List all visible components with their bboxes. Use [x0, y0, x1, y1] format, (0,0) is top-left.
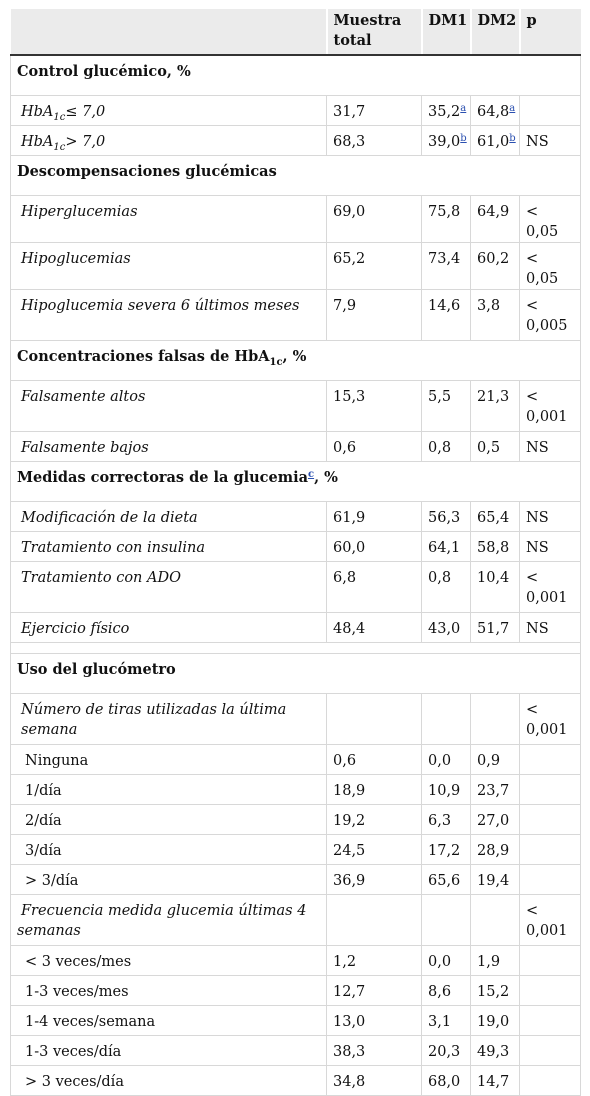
- results-table: [10, 9, 581, 1096]
- table-row: [11, 895, 581, 946]
- table-row: [11, 96, 581, 126]
- section-title: Control glucémico, %: [11, 55, 581, 96]
- footnote-link[interactable]: c: [307, 469, 315, 480]
- cell-total: 69,0: [327, 196, 422, 243]
- row-label: Tratamiento con ADO: [11, 562, 327, 613]
- cell-p: NS: [520, 502, 581, 532]
- cell-dm2: 64,9: [471, 196, 520, 243]
- table-row: [11, 745, 581, 775]
- cell-p: < 0,001: [520, 381, 581, 432]
- row-label: Tratamiento con insulina: [11, 532, 327, 562]
- cell-dm1: 56,3: [422, 502, 471, 532]
- cell-dm1: 75,8: [422, 196, 471, 243]
- cell-dm1: 0,0: [422, 946, 471, 976]
- cell-dm2: 1,9: [471, 946, 520, 976]
- cell-p: NS: [520, 532, 581, 562]
- row-label: Hipoglucemia severa 6 últimos meses: [11, 290, 327, 341]
- row-label: Ninguna: [11, 745, 327, 775]
- cell-dm1: 39,0$^b$: [422, 126, 471, 156]
- cell-total: 0,6: [327, 432, 422, 462]
- row-label: Número de tiras utilizadas la última semana: [11, 694, 327, 745]
- cell-total: 12,7: [327, 976, 422, 1006]
- row-label: Hiperglucemias: [11, 196, 327, 243]
- cell-p: [520, 1066, 581, 1096]
- section-title: Descompensaciones glucémicas: [11, 156, 581, 196]
- row-label: 2/día: [11, 805, 327, 835]
- cell-p: [520, 745, 581, 775]
- row-label: 3/día: [11, 835, 327, 865]
- table-row: [11, 865, 581, 895]
- cell-p: < 0,05: [520, 243, 581, 290]
- section-row: [11, 55, 581, 96]
- cell-dm2: 15,2: [471, 976, 520, 1006]
- table-row: [11, 1066, 581, 1096]
- cell-dm1: 20,3: [422, 1036, 471, 1066]
- table-row: [11, 1006, 581, 1036]
- cell-dm2: 28,9: [471, 835, 520, 865]
- cell-dm2: 10,4: [471, 562, 520, 613]
- row-label: Ejercicio físico: [11, 613, 327, 643]
- cell-total: 38,3: [327, 1036, 422, 1066]
- table-row: [11, 946, 581, 976]
- row-label: Modificación de la dieta: [11, 502, 327, 532]
- section-title: Concentraciones falsas de HbA$_{1c}$, %: [11, 341, 581, 381]
- cell-dm2: 60,2: [471, 243, 520, 290]
- cell-dm2: 19,0: [471, 1006, 520, 1036]
- header-muestra-total: Muestra total: [327, 9, 422, 55]
- table-row: [11, 976, 581, 1006]
- cell-dm2: 49,3: [471, 1036, 520, 1066]
- table-row: [11, 694, 581, 745]
- cell-dm2: [471, 895, 520, 946]
- cell-total: 13,0: [327, 1006, 422, 1036]
- cell-p: [520, 865, 581, 895]
- table-row: [11, 381, 581, 432]
- cell-dm2: 64,8$^a$: [471, 96, 520, 126]
- cell-dm2: 14,7: [471, 1066, 520, 1096]
- table-row: [11, 1036, 581, 1066]
- cell-dm1: 73,4: [422, 243, 471, 290]
- cell-total: 36,9: [327, 865, 422, 895]
- footnote-link[interactable]: b: [509, 133, 516, 144]
- cell-dm1: 68,0: [422, 1066, 471, 1096]
- row-label: HbA$_{1c}$> 7,0: [11, 126, 327, 156]
- table-row: [11, 805, 581, 835]
- cell-dm1: 0,0: [422, 745, 471, 775]
- section-title: Uso del glucómetro: [11, 654, 581, 694]
- cell-p: [520, 805, 581, 835]
- cell-total: [327, 694, 422, 745]
- cell-dm1: 0,8: [422, 562, 471, 613]
- cell-total: 31,7: [327, 96, 422, 126]
- cell-dm1: 0,8: [422, 432, 471, 462]
- cell-dm1: 17,2: [422, 835, 471, 865]
- cell-p: < 0,05: [520, 196, 581, 243]
- cell-total: 15,3: [327, 381, 422, 432]
- row-label: 1-4 veces/semana: [11, 1006, 327, 1036]
- cell-dm1: 6,3: [422, 805, 471, 835]
- table-row: [11, 126, 581, 156]
- row-label: Hipoglucemias: [11, 243, 327, 290]
- row-label: 1/día: [11, 775, 327, 805]
- cell-total: 24,5: [327, 835, 422, 865]
- section-row: [11, 156, 581, 196]
- cell-p: [520, 1006, 581, 1036]
- header-empty: [11, 9, 327, 55]
- cell-p: < 0,001: [520, 562, 581, 613]
- cell-total: 68,3: [327, 126, 422, 156]
- table-row: [11, 502, 581, 532]
- cell-total: 0,6: [327, 745, 422, 775]
- cell-dm1: 35,2$^a$: [422, 96, 471, 126]
- header-p: p: [520, 9, 581, 55]
- row-label: Frecuencia medida glucemia últimas 4 semanas: [11, 895, 327, 946]
- row-label: 1-3 veces/mes: [11, 976, 327, 1006]
- table-row: [11, 432, 581, 462]
- cell-dm1: 3,1: [422, 1006, 471, 1036]
- cell-p: NS: [520, 432, 581, 462]
- row-label: > 3/día: [11, 865, 327, 895]
- cell-p: < 0,001: [520, 895, 581, 946]
- cell-p: NS: [520, 126, 581, 156]
- cell-p: [520, 835, 581, 865]
- row-label: > 3 veces/día: [11, 1066, 327, 1096]
- cell-total: 6,8: [327, 562, 422, 613]
- cell-dm1: [422, 895, 471, 946]
- header-dm2: DM2: [471, 9, 520, 55]
- table-row: [11, 196, 581, 243]
- cell-dm1: 8,6: [422, 976, 471, 1006]
- cell-total: [327, 895, 422, 946]
- cell-p: [520, 96, 581, 126]
- section-row: [11, 341, 581, 381]
- cell-total: 18,9: [327, 775, 422, 805]
- spacer-cell: [11, 643, 581, 654]
- table-row: [11, 775, 581, 805]
- cell-p: [520, 946, 581, 976]
- table-row: [11, 532, 581, 562]
- table-row: [11, 243, 581, 290]
- cell-total: 34,8: [327, 1066, 422, 1096]
- row-label: Falsamente bajos: [11, 432, 327, 462]
- cell-dm2: 21,3: [471, 381, 520, 432]
- table-row: [11, 835, 581, 865]
- row-label: 1-3 veces/día: [11, 1036, 327, 1066]
- cell-dm1: [422, 694, 471, 745]
- section-row: [11, 462, 581, 502]
- row-label: Falsamente altos: [11, 381, 327, 432]
- cell-total: 1,2: [327, 946, 422, 976]
- cell-dm2: 0,5: [471, 432, 520, 462]
- spacer-row: [11, 643, 581, 654]
- table-row: [11, 290, 581, 341]
- cell-dm2: 51,7: [471, 613, 520, 643]
- cell-dm2: 27,0: [471, 805, 520, 835]
- footnote-link[interactable]: a: [509, 103, 516, 114]
- cell-dm2: 23,7: [471, 775, 520, 805]
- cell-p: < 0,001: [520, 694, 581, 745]
- cell-dm2: 3,8: [471, 290, 520, 341]
- table-row: [11, 613, 581, 643]
- cell-p: [520, 1036, 581, 1066]
- cell-dm2: 19,4: [471, 865, 520, 895]
- row-label: HbA$_{1c}$≤ 7,0: [11, 96, 327, 126]
- cell-total: 19,2: [327, 805, 422, 835]
- cell-dm1: 5,5: [422, 381, 471, 432]
- cell-total: 60,0: [327, 532, 422, 562]
- cell-total: 48,4: [327, 613, 422, 643]
- cell-dm1: 64,1: [422, 532, 471, 562]
- cell-p: [520, 775, 581, 805]
- table-header-row: [11, 9, 581, 55]
- header-dm1: DM1: [422, 9, 471, 55]
- section-title: Medidas correctoras de la glucemia$^c$, %: [11, 462, 581, 502]
- cell-p: [520, 976, 581, 1006]
- cell-total: 7,9: [327, 290, 422, 341]
- cell-dm2: [471, 694, 520, 745]
- cell-dm1: 10,9: [422, 775, 471, 805]
- cell-dm1: 14,6: [422, 290, 471, 341]
- cell-dm2: 0,9: [471, 745, 520, 775]
- cell-total: 61,9: [327, 502, 422, 532]
- cell-dm1: 65,6: [422, 865, 471, 895]
- cell-total: 65,2: [327, 243, 422, 290]
- cell-dm2: 61,0$^b$: [471, 126, 520, 156]
- row-label: < 3 veces/mes: [11, 946, 327, 976]
- footnote-link[interactable]: b: [460, 133, 467, 144]
- section-row: [11, 654, 581, 694]
- cell-dm2: 58,8: [471, 532, 520, 562]
- cell-dm2: 65,4: [471, 502, 520, 532]
- cell-p: NS: [520, 613, 581, 643]
- table-row: [11, 562, 581, 613]
- cell-p: < 0,005: [520, 290, 581, 341]
- footnote-link[interactable]: a: [460, 103, 467, 114]
- cell-dm1: 43,0: [422, 613, 471, 643]
